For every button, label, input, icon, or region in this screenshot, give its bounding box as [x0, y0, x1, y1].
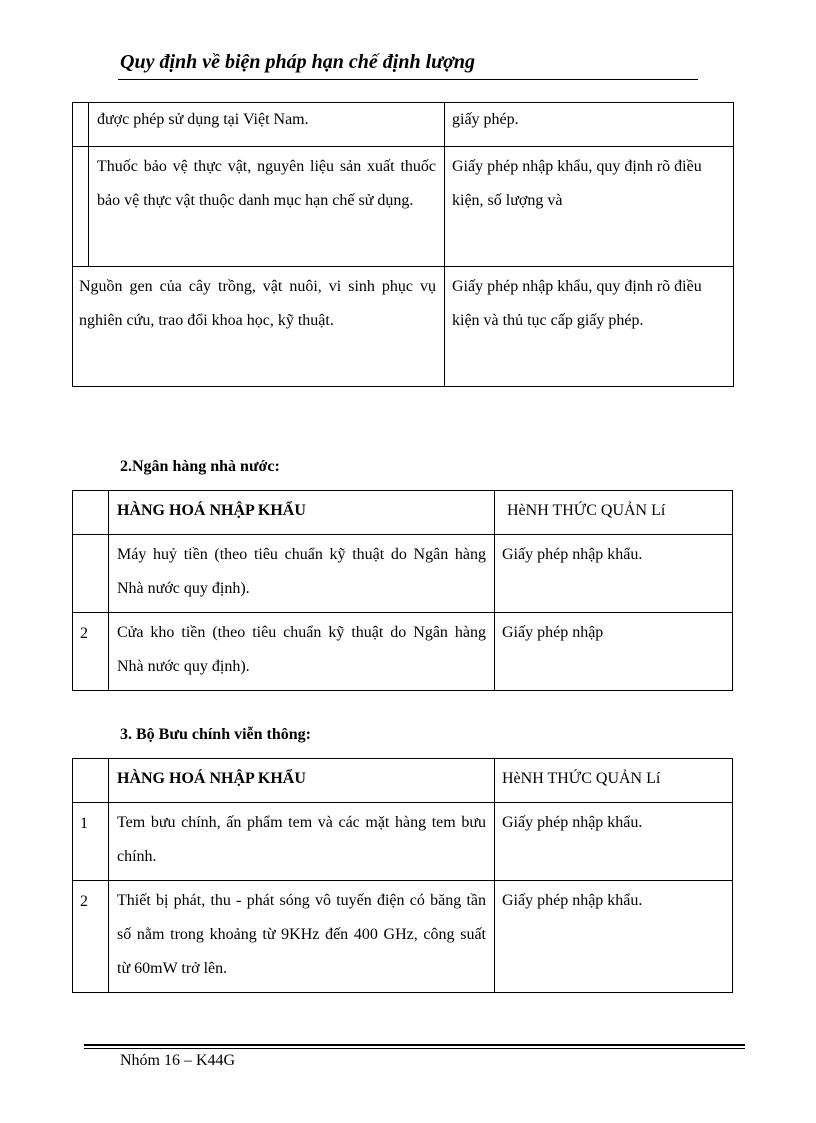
form-cell: Giấy phép nhập khẩu, quy định rõ điều kiện và thủ tục cấp giấy phép. [445, 267, 734, 387]
footer-rule [84, 1044, 745, 1046]
table-row [73, 613, 733, 691]
footer-rule-thin [84, 1048, 745, 1049]
section-title-state-bank: 2.Ngân hàng nhà nước: [120, 458, 280, 475]
table-row [73, 881, 733, 993]
number-cell: 2 [73, 881, 109, 993]
table-row [73, 267, 734, 387]
goods-cell: được phép sử dụng tại Việt Nam. [89, 103, 445, 147]
table-row [73, 103, 734, 147]
form-cell: Giấy phép nhập khẩu. [495, 803, 733, 881]
number-cell [73, 535, 109, 613]
form-cell: Giấy phép nhập khẩu. [495, 535, 733, 613]
form-cell: Giấy phép nhập khẩu, quy định rõ điều kiện, số lượng và [445, 147, 734, 267]
table-row [73, 535, 733, 613]
table-header-row [73, 759, 733, 803]
form-cell: giấy phép. [445, 103, 734, 147]
form-cell: Giấy phép nhập khẩu. [495, 881, 733, 993]
table-row [73, 803, 733, 881]
form-header-cell: HèNH THỨC QUẢN Lí [495, 491, 733, 535]
goods-cell: Máy huỷ tiền (theo tiêu chuẩn kỹ thuật do Ngân hàng Nhà nước quy định). [109, 535, 495, 613]
goods-header-cell: HÀNG HOÁ NHẬP KHẨU [109, 491, 495, 535]
footer-group-label: Nhóm 16 – K44G [120, 1052, 236, 1069]
number-header-cell [73, 759, 109, 803]
table-continued [72, 102, 734, 387]
number-cell: 1 [73, 803, 109, 881]
table-row [73, 147, 734, 267]
goods-cell: Thuốc bảo vệ thực vật, nguyên liệu sản xuất thuốc bảo vệ thực vật thuộc danh mục hạn chế sử dụng. [89, 147, 445, 267]
header-underline [118, 79, 698, 80]
number-cell [73, 103, 89, 147]
number-cell [73, 147, 89, 267]
number-cell: 2 [73, 613, 109, 691]
table-header-row [73, 491, 733, 535]
goods-cell: Nguồn gen của cây trồng, vật nuôi, vi sinh phục vụ nghiên cứu, trao đổi khoa học, kỹ thuật. [73, 267, 445, 387]
goods-header-cell: HÀNG HOÁ NHẬP KHẨU [109, 759, 495, 803]
goods-cell: Thiết bị phát, thu - phát sóng vô tuyến điện có băng tần số nằm trong khoảng từ 9KHz đến 400 GHz, công suất từ 60mW trở lên. [109, 881, 495, 993]
section-title-post-telecom: 3. Bộ Bưu chính viễn thông: [120, 726, 311, 743]
table-state-bank [72, 490, 733, 691]
goods-cell: Tem bưu chính, ấn phẩm tem và các mặt hàng tem bưu chính. [109, 803, 495, 881]
page-header-title: Quy định về biện pháp hạn chế định lượng [120, 51, 475, 73]
table-post-telecom [72, 758, 733, 993]
goods-cell: Cửa kho tiền (theo tiêu chuẩn kỹ thuật do Ngân hàng Nhà nước quy định). [109, 613, 495, 691]
form-cell: Giấy phép nhập [495, 613, 733, 691]
number-header-cell [73, 491, 109, 535]
form-header-cell: HèNH THỨC QUẢN Lí [495, 759, 733, 803]
